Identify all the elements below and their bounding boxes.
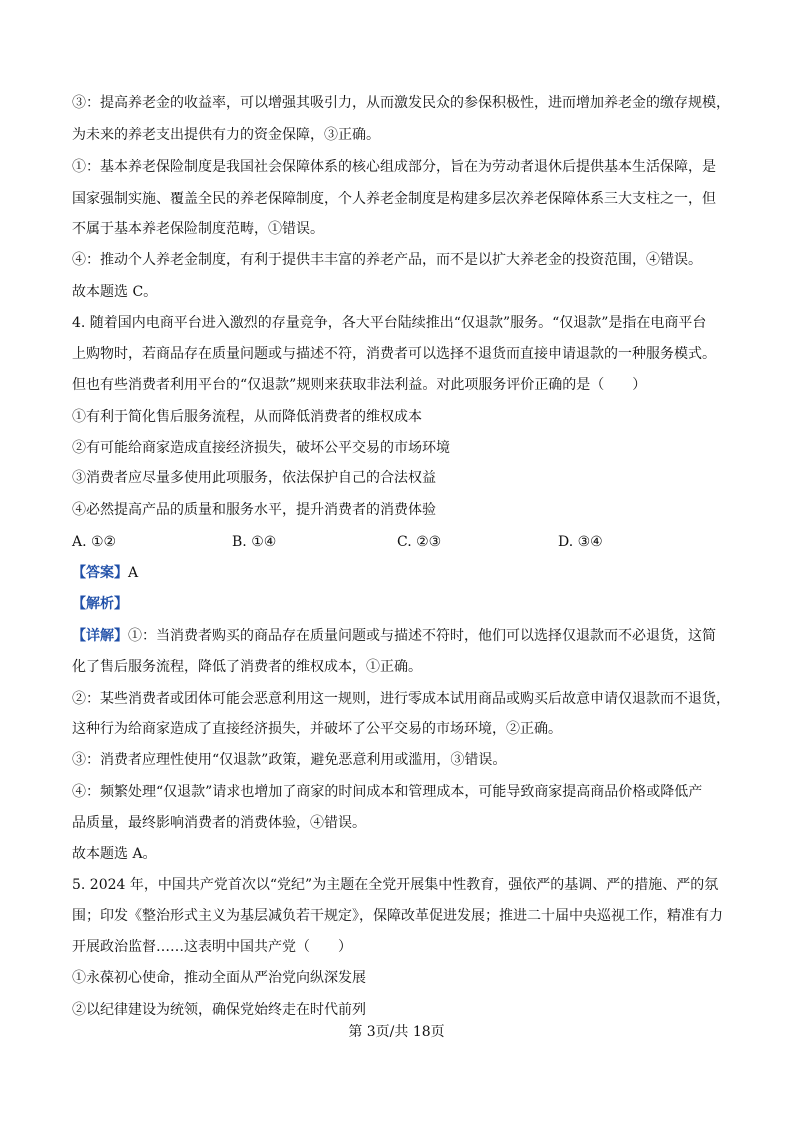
text-line: ③：消费者应理性使用“仅退款”政策，避免恶意利用或滥用，③错误。 — [72, 752, 507, 768]
question-stem-line: 开展政治监督……这表明中国共产党（ ） — [72, 939, 352, 955]
question-stem-line: 围；印发《整治形式主义为基层减负若干规定》，保障改革促进发展；推进二十届中央巡视工作，精准有力 — [72, 908, 723, 924]
analysis-line — [72, 594, 732, 614]
analysis-tag: 【解析】 — [72, 596, 128, 612]
text-line: 故本题选 C。 — [72, 284, 158, 300]
answer-tag: 【答案】 — [72, 565, 128, 581]
statement-item: ①永葆初心使命，推动全面从严治党向纵深发展 — [72, 970, 366, 986]
statement-item: ②以纪律建设为统领，确保党始终走在时代前列 — [72, 1002, 366, 1018]
statement-item: ②有可能给商家造成直接经济损失，破坏公平交易的市场环境 — [72, 440, 450, 456]
text-line: 国家强制实施、覆盖全民的养老保障制度，个人养老金制度是构建多层次养老保障体系三大支柱之一，但 — [72, 191, 716, 207]
text-line: 故本题选 A。 — [72, 846, 157, 862]
detail-tag: 【详解】 — [72, 628, 128, 644]
option-a: A. ①② — [72, 534, 117, 550]
statement-item: ③消费者应尽量多使用此项服务，依法保护自己的合法权益 — [72, 470, 436, 486]
page-footer: 第 3页/共 18页 — [348, 1024, 445, 1040]
question-stem-line: 但也有些消费者利用平台的“仅退款”规则来获取非法利益。对此项服务评价正确的是（ ） — [72, 377, 647, 393]
text-line: ③：提高养老金的收益率，可以增强其吸引力，从而激发民众的参保积极性，进而增加养老金的缴存规模， — [72, 95, 730, 111]
text-line: ④：频繁处理“仅退款”请求也增加了商家的时间成本和管理成本，可能导致商家提高商品价格或降低产 — [72, 784, 703, 800]
answer-value: A — [128, 565, 139, 581]
question-stem-line: 5. 2024 年，中国共产党首次以“党纪”为主题在全党开展集中性教育，强依严的基调、严的措施、严的氛 — [72, 877, 719, 893]
question-stem-line: 4. 随着国内电商平台进入激烈的存量竞争，各大平台陆续推出“仅退款”服务。“仅退款”是指在电商平台 — [72, 315, 707, 331]
text-line: 这种行为给商家造成了直接经济损失，并破坏了公平交易的市场环境，②正确。 — [72, 721, 562, 737]
statement-item: ④必然提高产品的质量和服务水平，提升消费者的消费体验 — [72, 502, 436, 518]
text-line: ④：推动个人养老金制度，有利于提供丰丰富的养老产品，而不是以扩大养老金的投资范围，④错误。 — [72, 252, 702, 268]
question-stem-line: 上购物时，若商品存在质量问题或与描述不符，消费者可以选择不退货而直接申请退款的一种服务模式。 — [72, 346, 716, 362]
text-line: ②：某些消费者或团体可能会恶意利用这一规则，进行零成本试用商品或购买后故意申请仅退款而不退货， — [72, 691, 730, 707]
option-d: D. ③④ — [558, 534, 603, 550]
text-line: 品质量，最终影响消费者的消费体验，④错误。 — [72, 815, 366, 831]
text-line: 不属于基本养老保险制度范畴，①错误。 — [72, 221, 324, 237]
statement-item: ①有利于简化售后服务流程，从而降低消费者的维权成本 — [72, 409, 422, 425]
option-c: C. ②③ — [397, 534, 442, 550]
text-line: 化了售后服务流程，降低了消费者的维权成本，①正确。 — [72, 659, 422, 675]
text-line: ①：基本养老保险制度是我国社会保障体系的核心组成部分，旨在为劳动者退休后提供基本生活保障，是 — [72, 159, 716, 175]
detail-line — [72, 626, 732, 646]
text-line: 为未来的养老支出提供有力的资金保障，③正确。 — [72, 127, 380, 143]
option-b: B. ①④ — [232, 534, 277, 550]
detail-text: ①：当消费者购买的商品存在质量问题或与描述不符时，他们可以选择仅退款而不必退货，这简 — [128, 628, 716, 644]
answer-line — [72, 563, 732, 583]
